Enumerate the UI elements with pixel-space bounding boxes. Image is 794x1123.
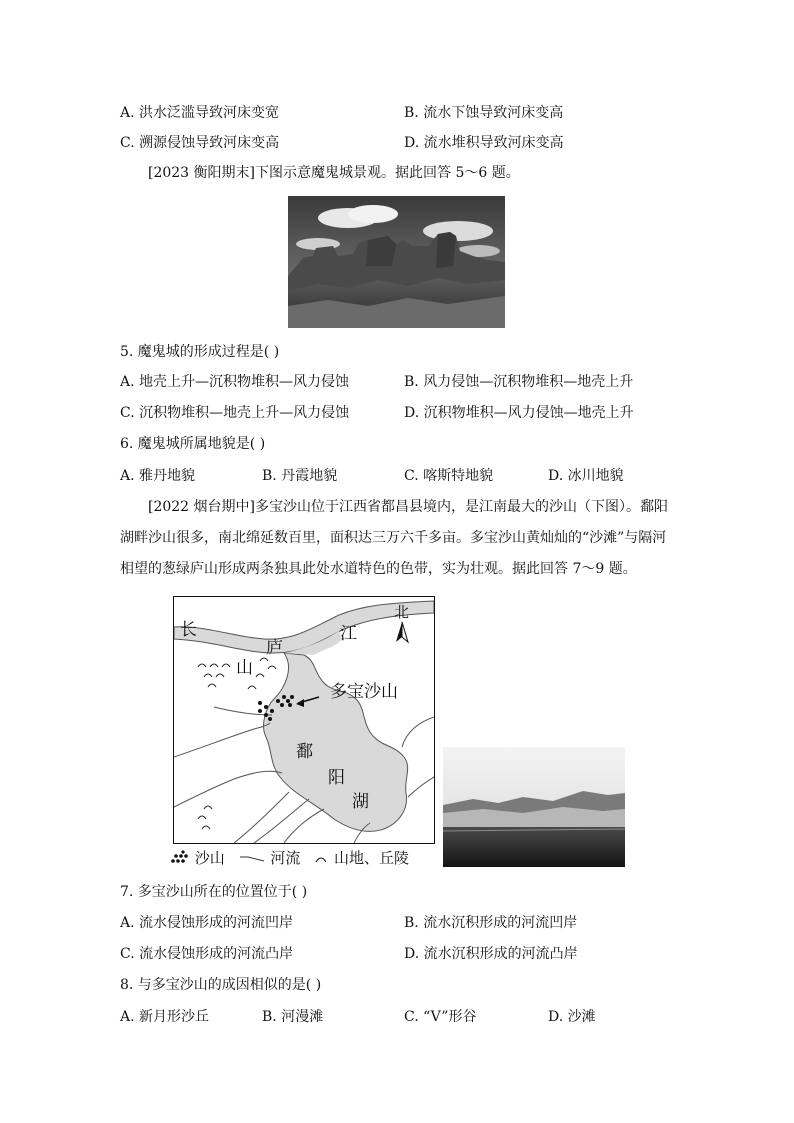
legend-hill-label: 山地、丘陵 [333, 849, 409, 867]
river-legend-icon [238, 849, 266, 869]
q4-option-b: B. 流水下蚀导致河床变高 [404, 105, 564, 121]
q7-stem: 7. 多宝沙山所在的位置位于( ) [120, 884, 308, 900]
q7-option-a: A. 流水侵蚀形成的河流凹岸 [120, 915, 294, 931]
q6-option-d: D. 冰川地貌 [548, 468, 624, 484]
intro-5-6: [2023 衡阳期末]下图示意魔鬼城景观。据此回答 5～6 题。 [148, 165, 520, 181]
intro-7-9-line3: 相望的葱绿庐山形成两条独具此处水道特色的色带，实为壮观。据此回答 7～9 题。 [120, 561, 637, 577]
map-label-chang: 长 [180, 620, 197, 640]
q7-option-b: B. 流水沉积形成的河流凹岸 [404, 915, 578, 931]
q5-option-c: C. 沉积物堆积—地壳上升—风力侵蚀 [120, 405, 350, 421]
map-label-lu: 庐 [266, 638, 283, 658]
map-label-jiang: 江 [340, 624, 357, 644]
map-label-hu: 湖 [352, 792, 369, 812]
q4-option-c: C. 溯源侵蚀导致河床变高 [120, 135, 280, 151]
q5-option-d: D. 沉积物堆积—风力侵蚀—地壳上升 [404, 405, 634, 421]
map-legend [170, 848, 409, 869]
q6-stem: 6. 魔鬼城所属地貌是( ) [120, 436, 266, 452]
map-label-shan: 山 [236, 658, 253, 678]
q5-option-b: B. 风力侵蚀—沉积物堆积—地壳上升 [404, 374, 634, 390]
north-label: 北 [394, 603, 410, 621]
sand-legend-icon [170, 849, 190, 869]
devil-city-photo [288, 196, 505, 328]
hill-legend-icon [313, 849, 329, 869]
q8-option-b: B. 河漫滩 [262, 1009, 324, 1025]
duobao-sand-mountain-photo [443, 747, 625, 867]
map-label-duobao: 多宝沙山 [330, 682, 398, 702]
legend-river-label: 河流 [270, 849, 301, 867]
map-label-po: 鄱 [296, 742, 313, 762]
q8-option-a: A. 新月形沙丘 [120, 1009, 210, 1025]
intro-7-9-line2: 湖畔沙山很多，南北绵延数百里，面积达三万六千多亩。多宝沙山黄灿灿的“沙滩”与隔河 [120, 530, 667, 546]
q5-option-a: A. 地壳上升—沉积物堆积—风力侵蚀 [120, 374, 350, 390]
q8-stem: 8. 与多宝沙山的成因相似的是( ) [120, 977, 322, 993]
q8-option-c: C. “V”形谷 [404, 1009, 477, 1025]
poyang-lake-map [173, 596, 435, 844]
q7-option-d: D. 流水沉积形成的河流凸岸 [404, 946, 578, 962]
q8-option-d: D. 沙滩 [548, 1009, 596, 1025]
q4-option-a: A. 洪水泛滥导致河床变宽 [120, 105, 280, 121]
q6-option-a: A. 雅丹地貌 [120, 468, 196, 484]
legend-sand-label: 沙山 [194, 849, 225, 867]
intro-7-9-line1: [2022 烟台期中]多宝沙山位于江西省都昌县境内，是江南最大的沙山（下图）。鄱阳 [148, 499, 669, 515]
q6-option-b: B. 丹霞地貌 [262, 468, 338, 484]
q4-option-d: D. 流水堆积导致河床变高 [404, 135, 564, 151]
q7-option-c: C. 流水侵蚀形成的河流凸岸 [120, 946, 294, 962]
q5-stem: 5. 魔鬼城的形成过程是( ) [120, 344, 280, 360]
map-label-yang: 阳 [328, 768, 345, 788]
q6-option-c: C. 喀斯特地貌 [404, 468, 494, 484]
